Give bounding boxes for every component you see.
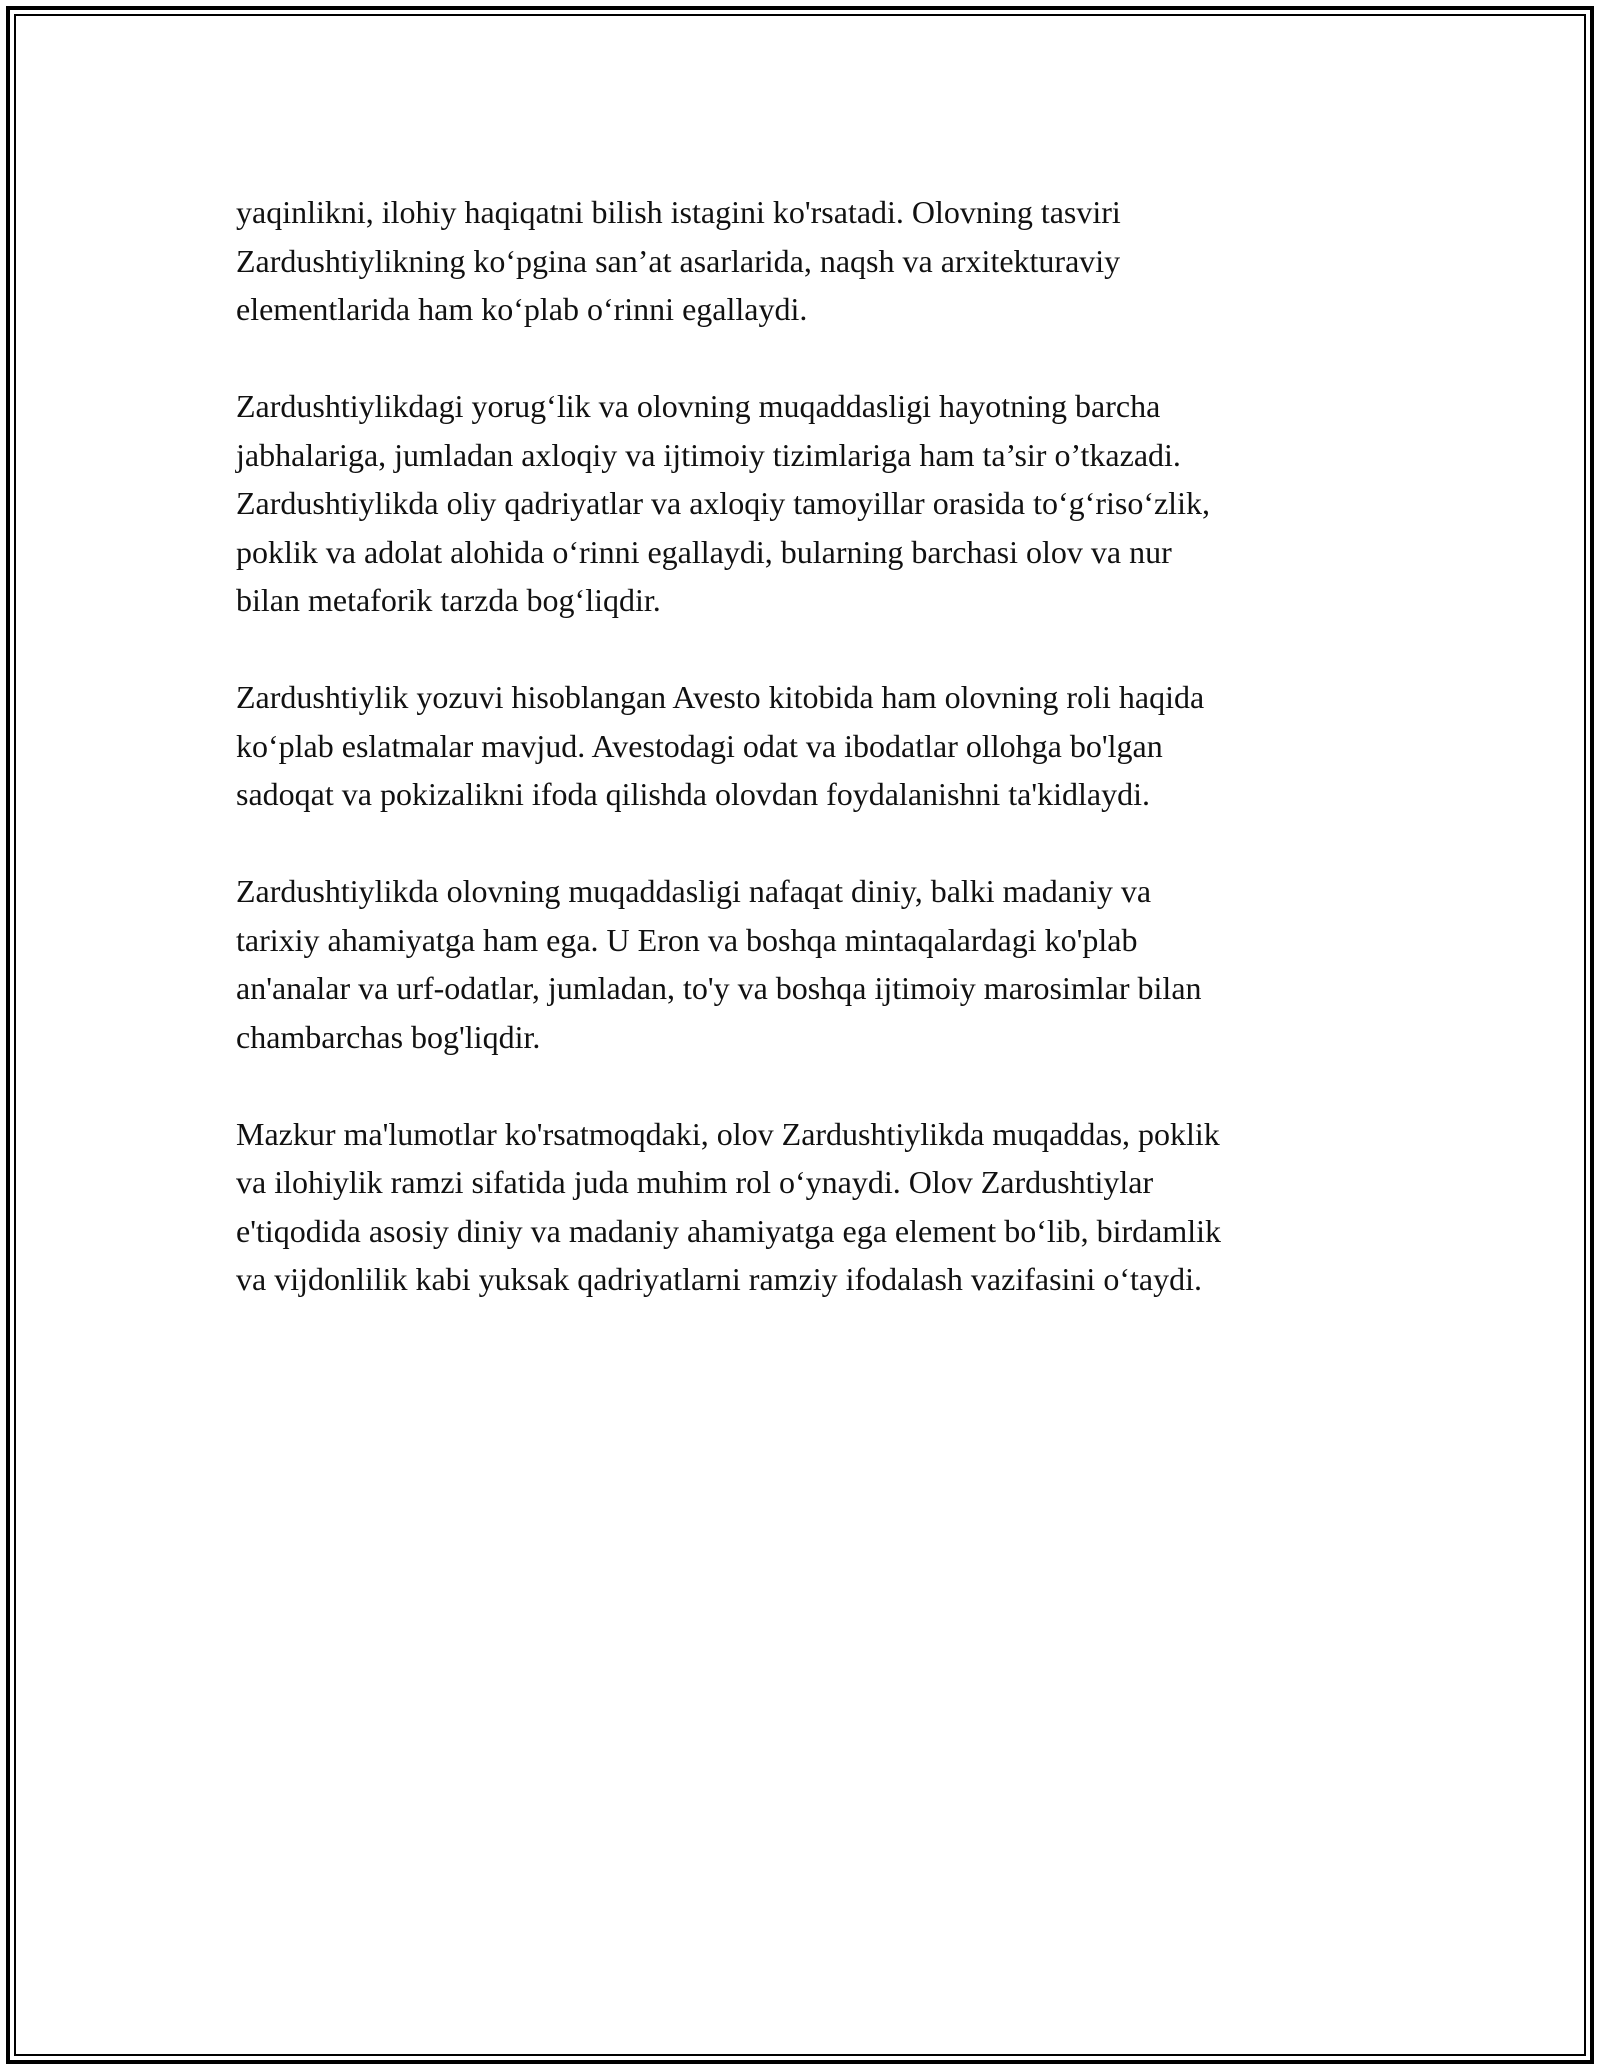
paragraph-4: Zardushtiylikda olovning muqaddasligi nafaqat diniy, balki madaniy va tarixiy ahamiyatga ham ega. U Eron va boshqa mintaqalardagi ko'plab an'analar va urf-odatlar, jumladan, to'y va boshqa ijtimoiy marosimlar bilan chambarchas bog'liqdir.: [236, 873, 1202, 1055]
paragraph-5: Mazkur ma'lumotlar ko'rsatmoqdaki, olov Zardushtiylikda muqaddas, poklik va ilohiylik ramzi sifatida juda muhim rol o‘ynaydi. Olov Zardushtiylar e'tiqodida asosiy diniy va madaniy ahamiyatga ega element bo‘lib, birdamlik va vijdonlilik kabi yuksak qadriyatlarni ramziy ifodalash vazifasini o‘taydi.: [236, 1115, 1222, 1297]
paragraph-3: Zardushtiylik yozuvi hisoblangan Avesto kitobida ham olovning roli haqida ko‘plab eslatmalar mavjud. Avestodagi odat va ibodatlar ollohga bo'lgan sadoqat va pokizalikni ifoda qilishda olovdan foydalanishni ta'kidlaydi.: [236, 679, 1205, 812]
paragraph-2: Zardushtiylikdagi yorug‘lik va olovning muqaddasligi hayotning barcha jabhalariga, jumladan axloqiy va ijtimoiy tizimlariga ham ta’sir o’tkazadi. Zardushtiylikda oliy qadriyatlar va axloqiy tamoyillar orasida to‘g‘riso‘zlik, poklik va adolat alohida o‘rinni egallaydi, bularning barchasi olov va nur bilan metaforik tarzda bog‘liqdir.: [236, 388, 1210, 618]
document-body: [236, 188, 1376, 1352]
paragraph-1: yaqinlikni, ilohiy haqiqatni bilish istagini ko'rsatadi. Olovning tasviri Zardushtiylikning ko‘pgina san’at asarlarida, naqsh va arxitekturaviy elementlarida ham ko‘plab o‘rinni egallaydi.: [236, 194, 1121, 327]
